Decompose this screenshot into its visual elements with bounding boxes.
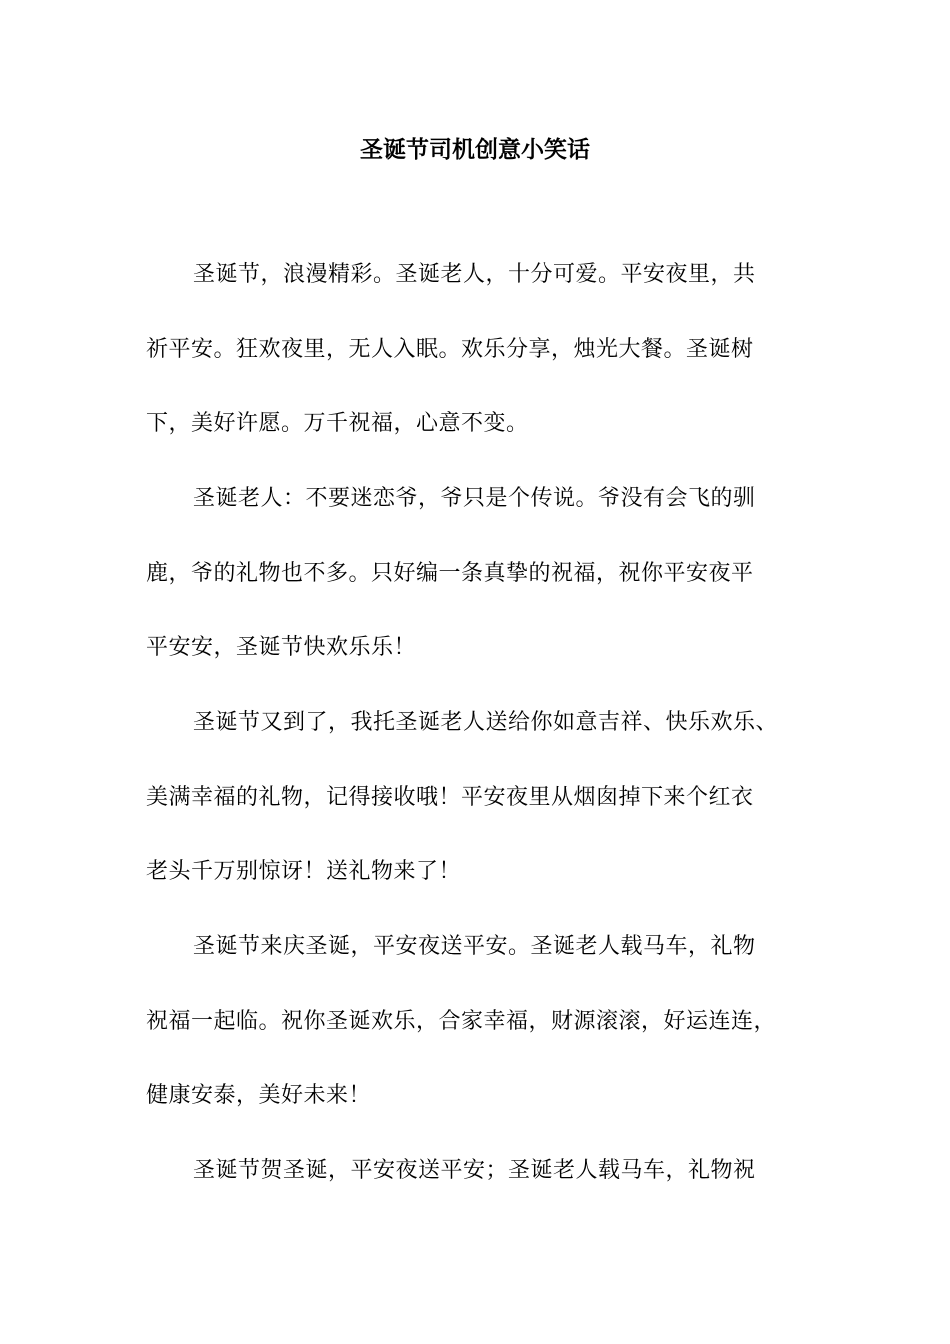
paragraph-1-line-3: 下，美好许愿。万千祝福，心意不变。: [146, 411, 529, 436]
paragraph-2-line-3: 平安安，圣诞节快欢乐乐！: [146, 635, 417, 660]
paragraph-1-line-2: 祈平安。狂欢夜里，无人入眠。欢乐分享，烛光大餐。圣诞树: [146, 337, 754, 362]
paragraph-4-line-1: 圣诞节来庆圣诞，平安夜送平安。圣诞老人载马车，礼物: [193, 934, 756, 959]
paragraph-3-line-1: 圣诞节又到了，我托圣诞老人送给你如意吉祥、快乐欢乐、: [193, 710, 779, 735]
document-title: 圣诞节司机创意小笑话: [360, 136, 590, 163]
paragraph-2-line-2: 鹿，爷的礼物也不多。只好编一条真挚的祝福，祝你平安夜平: [146, 561, 754, 586]
paragraph-3-line-2: 美满幸福的礼物，记得接收哦！平安夜里从烟囱掉下来个红衣: [146, 785, 754, 810]
paragraph-1-line-1: 圣诞节，浪漫精彩。圣诞老人，十分可爱。平安夜里，共: [193, 262, 756, 287]
paragraph-4-line-3: 健康安泰，美好未来！: [146, 1083, 372, 1108]
paragraph-5-line-1: 圣诞节贺圣诞，平安夜送平安；圣诞老人载马车，礼物祝: [193, 1158, 756, 1183]
paragraph-3-line-3: 老头千万别惊讶！送礼物来了！: [146, 859, 462, 884]
paragraph-2-line-1: 圣诞老人：不要迷恋爷，爷只是个传说。爷没有会飞的驯: [193, 486, 756, 511]
paragraph-4-line-2: 祝福一起临。祝你圣诞欢乐，合家幸福，财源滚滚，好运连连，: [146, 1009, 777, 1034]
